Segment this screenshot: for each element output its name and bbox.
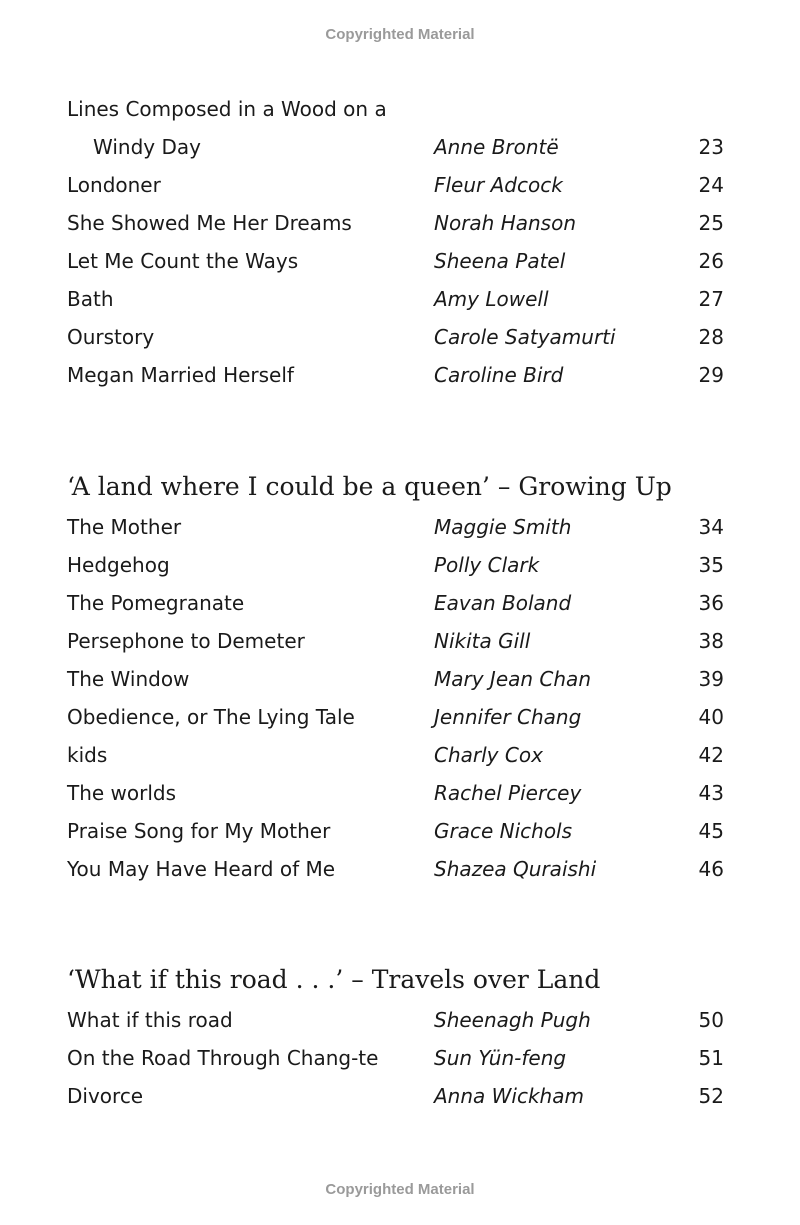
page-number: 40: [698, 705, 724, 729]
poem-title: Lines Composed in a Wood on a: [67, 97, 387, 121]
poem-author: Nikita Gill: [434, 629, 531, 653]
poem-title: Windy Day: [93, 135, 201, 159]
poem-title: The worlds: [67, 781, 177, 805]
page-number: 38: [698, 629, 724, 653]
poem-author: Sheena Patel: [434, 249, 566, 273]
poem-title: You May Have Heard of Me: [67, 857, 336, 881]
toc-entry: [0, 515, 800, 553]
toc-entry: [0, 1084, 800, 1122]
poem-author: Polly Clark: [434, 553, 540, 577]
toc-entry: [0, 211, 800, 249]
page-number: 23: [698, 135, 724, 159]
toc-entry: [0, 553, 800, 591]
page-number: 39: [698, 667, 724, 691]
page-number: 35: [698, 553, 724, 577]
poem-title: Hedgehog: [67, 553, 170, 577]
poem-author: Sun Yün-feng: [434, 1046, 567, 1070]
toc-entry: [0, 667, 800, 705]
page-number: 24: [698, 173, 724, 197]
poem-title: Londoner: [67, 173, 161, 197]
poem-author: Grace Nichols: [434, 819, 573, 843]
poem-author: Caroline Bird: [434, 363, 564, 387]
poem-author: Charly Cox: [434, 743, 543, 767]
toc-entry: [0, 325, 800, 363]
page-number: 46: [698, 857, 724, 881]
toc-entry: [0, 287, 800, 325]
poem-author: Fleur Adcock: [434, 173, 563, 197]
poem-title: Ourstory: [67, 325, 155, 349]
page-number: 43: [698, 781, 724, 805]
poem-title: Persephone to Demeter: [67, 629, 305, 653]
toc-entry: [0, 1008, 800, 1046]
toc-entry: [0, 819, 800, 857]
page-number: 51: [698, 1046, 724, 1070]
page-number: 25: [698, 211, 724, 235]
poem-title: On the Road Through Chang-te: [67, 1046, 379, 1070]
toc-entry: [0, 1046, 800, 1084]
toc-entry: [0, 135, 800, 173]
toc-entry: [0, 249, 800, 287]
poem-title: Divorce: [67, 1084, 144, 1108]
poem-author: Jennifer Chang: [434, 705, 582, 729]
page-number: 42: [698, 743, 724, 767]
page-number: 45: [698, 819, 724, 843]
toc-entry: [0, 743, 800, 781]
toc-entry: [0, 173, 800, 211]
poem-author: Shazea Quraishi: [434, 857, 597, 881]
page-number: 50: [698, 1008, 724, 1032]
poem-title: The Mother: [67, 515, 182, 539]
page-number: 34: [698, 515, 724, 539]
poem-author: Mary Jean Chan: [434, 667, 591, 691]
section-heading: ‘What if this road . . .’ – Travels over Land: [67, 965, 601, 994]
poem-title: kids: [67, 743, 108, 767]
copyright-watermark-top: Copyrighted Material: [325, 26, 475, 43]
poem-author: Sheenagh Pugh: [434, 1008, 591, 1032]
toc-entry: [0, 363, 800, 401]
poem-author: Rachel Piercey: [434, 781, 582, 805]
page-number: 27: [698, 287, 724, 311]
page-number: 36: [698, 591, 724, 615]
poem-title: Let Me Count the Ways: [67, 249, 299, 273]
copyright-watermark-bottom: Copyrighted Material: [325, 1181, 475, 1198]
section-heading: ‘A land where I could be a queen’ – Growing Up: [67, 472, 672, 501]
toc-entry: [0, 781, 800, 819]
poem-author: Carole Satyamurti: [434, 325, 616, 349]
poem-author: Eavan Boland: [434, 591, 572, 615]
poem-title: She Showed Me Her Dreams: [67, 211, 352, 235]
toc-entry: [0, 97, 800, 135]
poem-author: Maggie Smith: [434, 515, 572, 539]
poem-title: Praise Song for My Mother: [67, 819, 331, 843]
poem-author: Amy Lowell: [434, 287, 549, 311]
poem-title: Megan Married Herself: [67, 363, 294, 387]
poem-author: Anna Wickham: [434, 1084, 584, 1108]
poem-title: What if this road: [67, 1008, 233, 1032]
toc-entry: [0, 591, 800, 629]
toc-entry: [0, 705, 800, 743]
page-number: 28: [698, 325, 724, 349]
toc-entry: [0, 629, 800, 667]
poem-title: The Window: [67, 667, 190, 691]
poem-author: Anne Brontë: [434, 135, 559, 159]
poem-title: Bath: [67, 287, 114, 311]
page-number: 29: [698, 363, 724, 387]
poem-author: Norah Hanson: [434, 211, 577, 235]
poem-title: The Pomegranate: [67, 591, 245, 615]
poem-title: Obedience, or The Lying Tale: [67, 705, 355, 729]
page-number: 26: [698, 249, 724, 273]
toc-entry: [0, 857, 800, 895]
page-number: 52: [698, 1084, 724, 1108]
